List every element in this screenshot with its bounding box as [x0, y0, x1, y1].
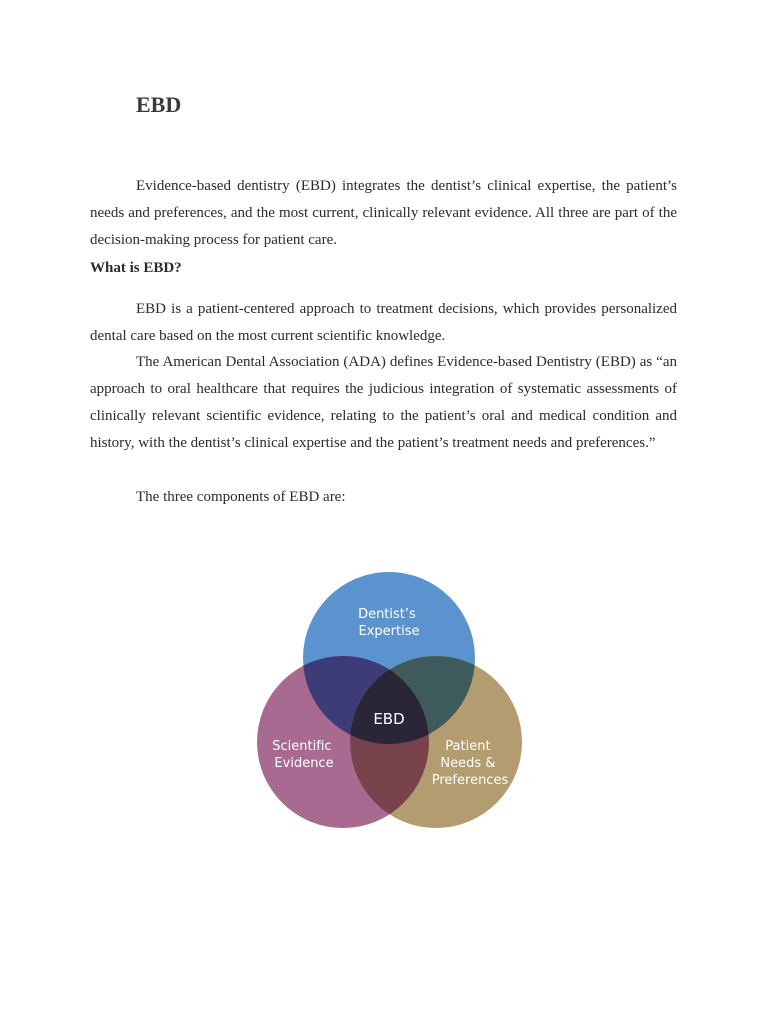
- ebd-center-label: EBD: [373, 710, 405, 728]
- patient-label: Patient Needs & Preferences: [431, 739, 509, 788]
- definition-paragraph: EBD is a patient-centered approach to treatment decisions, which provides personalized dental care based on the most current scientific knowledge.: [90, 301, 677, 344]
- evidence-label: Scientific Evidence: [272, 739, 334, 771]
- venn-diagram: [250, 570, 530, 840]
- expertise-label: Dentist’s Expertise: [358, 607, 420, 639]
- page-title: EBD: [136, 92, 182, 117]
- section-heading: What is EBD?: [90, 260, 182, 276]
- components-lead: The three components of EBD are:: [136, 489, 346, 505]
- intro-paragraph: Evidence-based dentistry (EBD) integrates the dentist’s clinical expertise, the patient’s needs and preferences, and the most current, clinically relevant evidence. All three are part of the decision-making process for patient care.: [90, 178, 677, 248]
- ada-quote-paragraph: The American Dental Association (ADA) defines Evidence-based Dentistry (EBD) as “an approach to oral healthcare that requires the judicious integration of systematic assessments of clinically relevant scientific evidence, relating to the patient’s oral and medical condition and history, with the dentist’s clinical expertise and the patient’s treatment needs and preferences.”: [90, 354, 677, 451]
